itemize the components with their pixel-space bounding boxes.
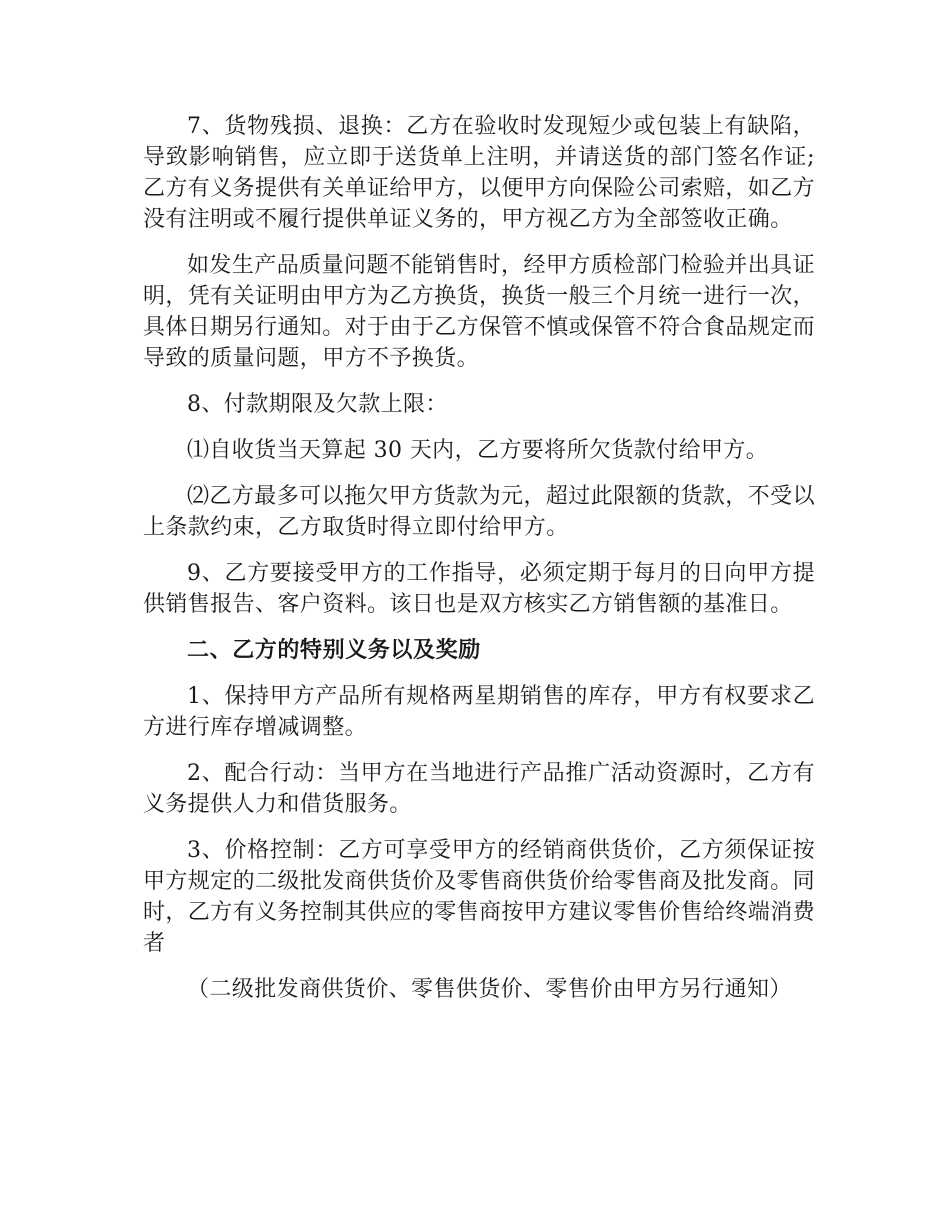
obligation-1-inventory: 1、保持甲方产品所有规格两星期销售的库存，甲方有权要求乙方进行库存增减调整。 [143, 684, 815, 740]
payment-item-2: ⑵乙方最多可以拖欠甲方货款为元，超过此限额的货款，不受以上条款约束，乙方取货时得立即付给甲方。 [143, 484, 815, 540]
clause-8-payment-terms: 8、付款期限及欠款上限： [187, 392, 448, 417]
price-notice-note: （二级批发商供货价、零售供货价、零售价由甲方另行通知） [187, 977, 792, 1002]
section-heading-special-obligations: 二、乙方的特别义务以及奖励 [187, 638, 481, 663]
obligation-2-cooperation: 2、配合行动：当甲方在当地进行产品推广活动资源时，乙方有义务提供人力和借货服务。 [143, 761, 815, 817]
clause-9-work-guidance: 9、乙方要接受甲方的工作指导，必须定期于每月的日向甲方提供销售报告、客户资料。该日也是双方核实乙方销售额的基准日。 [143, 561, 815, 617]
clause-7-damage-return: 7、货物残损、退换：乙方在验收时发现短少或包装上有缺陷，导致影响销售，应立即于送货单上注明，并请送货的部门签名作证;乙方有义务提供有关单证给甲方，以便甲方向保险公司索赔，如乙方没有注明或不履行提供单证义务的，甲方视乙方为全部签收正确。 [143, 114, 816, 232]
document-body [143, 111, 815, 1020]
quality-exchange-paragraph: 如发生产品质量问题不能销售时，经甲方质检部门检验并出具证明，凭有关证明由甲方为乙方换货，换货一般三个月统一进行一次，具体日期另行通知。对于由于乙方保管不慎或保管不符合食品规定而导致的质量问题，甲方不予换货。 [143, 253, 816, 371]
obligation-3-price-control: 3、价格控制：乙方可享受甲方的经销商供货价，乙方须保证按甲方规定的二级批发商供货价及零售商供货价给零售商及批发商。同时，乙方有义务控制其供应的零售商按甲方建议零售价售给终端消费者 [143, 838, 816, 956]
payment-item-1: ⑴自收货当天算起 30 天内，乙方要将所欠货款付给甲方。 [187, 438, 769, 463]
